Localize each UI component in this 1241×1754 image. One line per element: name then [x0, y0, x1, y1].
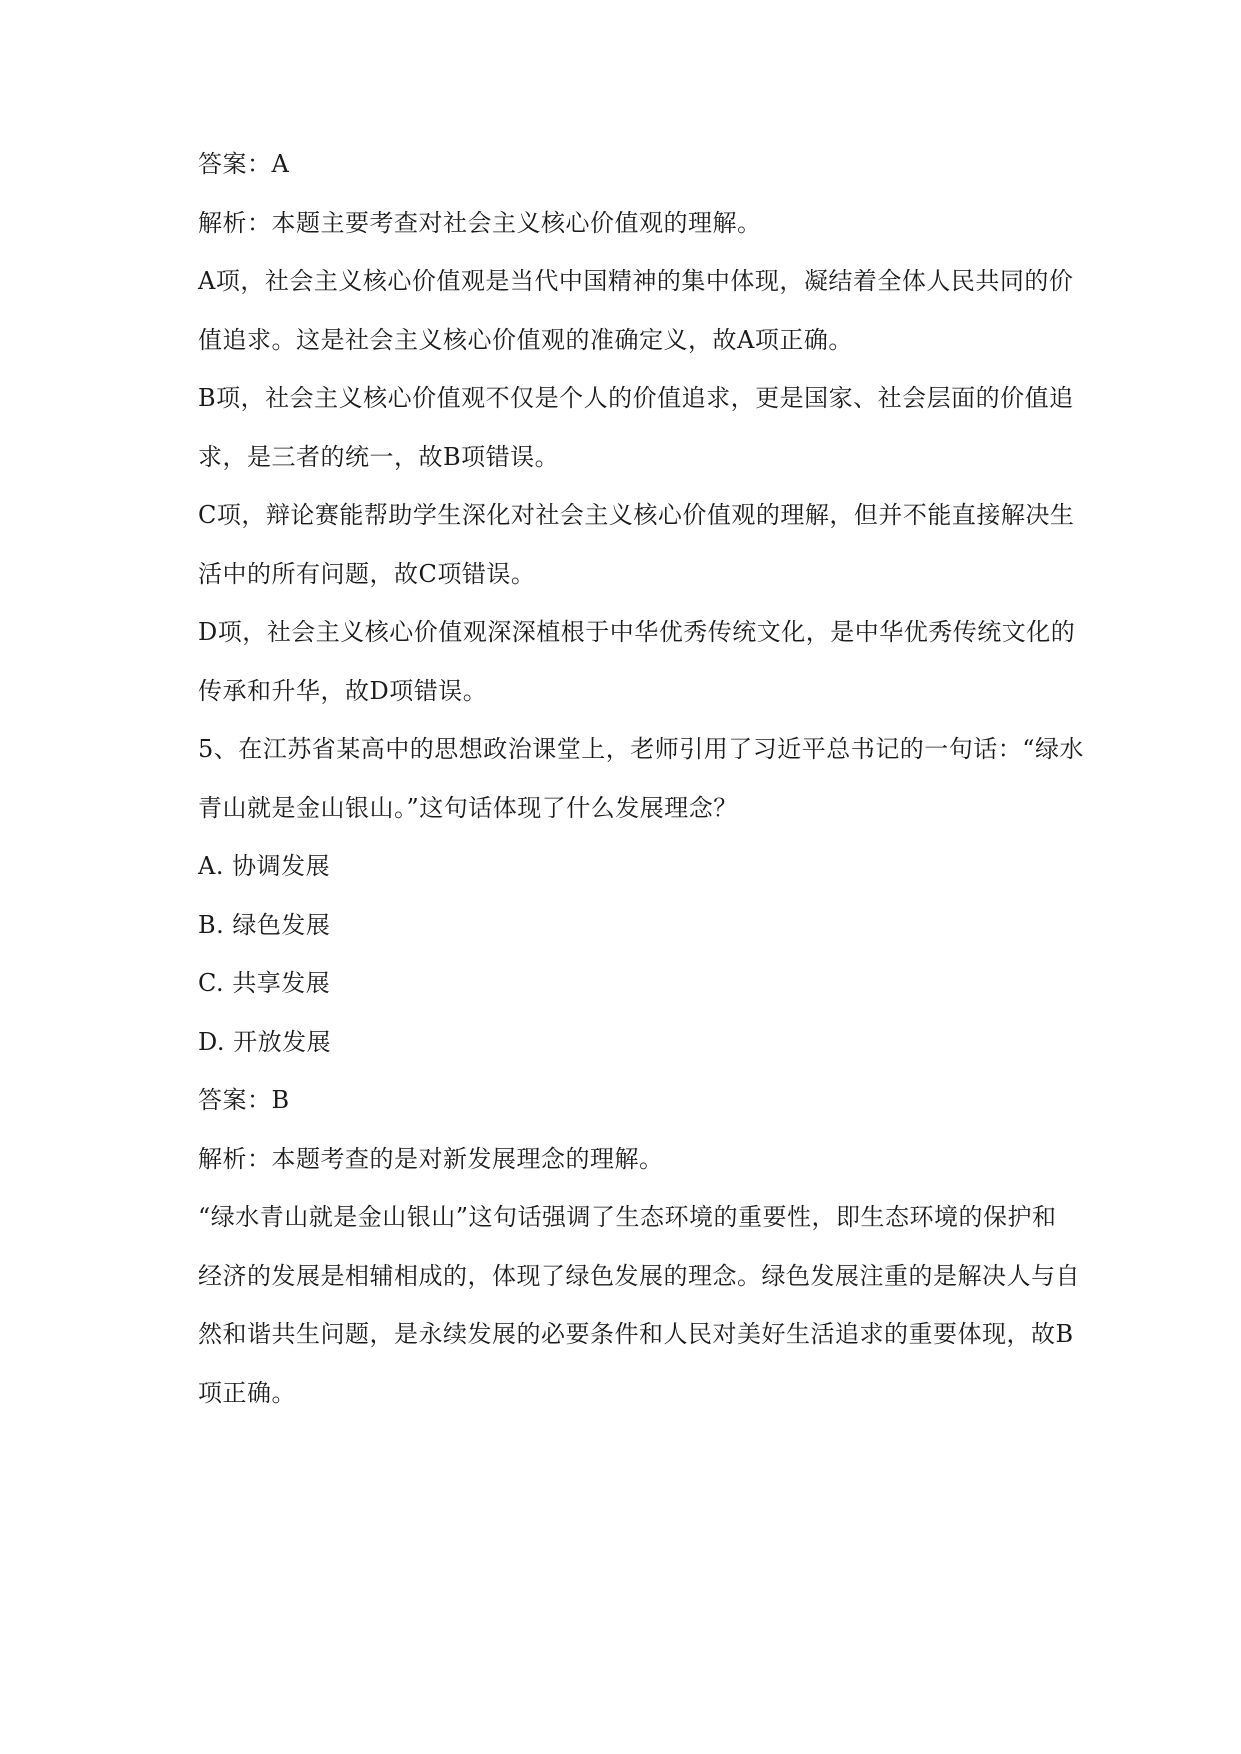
option-a-explanation-line-2: 值追求。这是社会主义核心价值观的准确定义，故A项正确。	[198, 326, 853, 354]
question-5-line-2: 青山就是金山银山。”这句话体现了什么发展理念？	[198, 794, 738, 822]
analysis-intro-q4: 解析：本题主要考查对社会主义核心价值观的理解。	[198, 209, 762, 237]
option-b-explanation-line-1: B项，社会主义核心价值观不仅是个人的价值追求，更是国家、社会层面的价值追	[198, 384, 1074, 412]
answer-line-q4: 答案：A	[198, 150, 290, 178]
question-5-option-d: D. 开放发展	[198, 1028, 332, 1056]
analysis-q5-line-4: 项正确。	[198, 1379, 296, 1407]
analysis-intro-q5: 解析：本题考查的是对新发展理念的理解。	[198, 1145, 664, 1173]
answer-line-q5: 答案：B	[198, 1086, 290, 1114]
option-b-explanation-line-2: 求，是三者的统一，故B项错误。	[198, 443, 560, 471]
option-c-explanation-line-2: 活中的所有问题，故C项错误。	[198, 560, 536, 588]
analysis-q5-line-2: 经济的发展是相辅相成的，体现了绿色发展的理念。绿色发展注重的是解决人与自	[198, 1262, 1080, 1290]
question-5-option-c: C. 共享发展	[198, 969, 331, 997]
option-c-explanation-line-1: C项，辩论赛能帮助学生深化对社会主义核心价值观的理解，但并不能直接解决生	[198, 501, 1075, 529]
question-5-option-b: B. 绿色发展	[198, 911, 331, 939]
analysis-q5-line-1: “绿水青山就是金山银山”这句话强调了生态环境的重要性，即生态环境的保护和	[198, 1203, 1057, 1231]
question-5-option-a: A. 协调发展	[198, 852, 331, 880]
option-d-explanation-line-1: D项，社会主义核心价值观深深植根于中华优秀传统文化，是中华优秀传统文化的	[198, 618, 1076, 646]
option-a-explanation-line-1: A项，社会主义核心价值观是当代中国精神的集中体现，凝结着全体人民共同的价	[198, 267, 1074, 295]
analysis-q5-line-3: 然和谐共生问题，是永续发展的必要条件和人民对美好生活追求的重要体现，故B	[198, 1320, 1074, 1348]
question-5-line-1: 5、在江苏省某高中的思想政治课堂上，老师引用了习近平总书记的一句话：“绿水	[198, 735, 1085, 763]
option-d-explanation-line-2: 传承和升华，故D项错误。	[198, 677, 488, 705]
